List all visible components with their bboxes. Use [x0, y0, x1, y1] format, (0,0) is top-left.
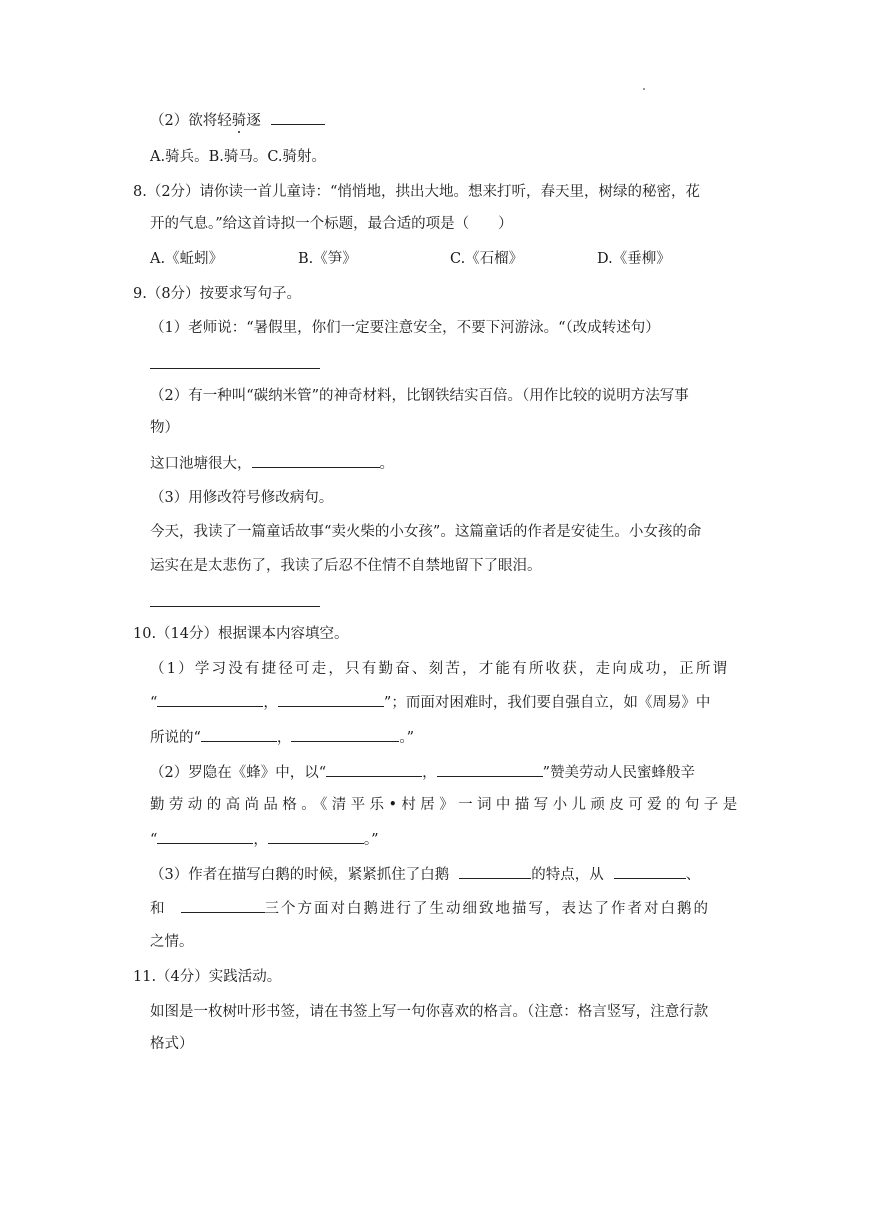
answer-blank[interactable]	[614, 864, 686, 879]
q10-s3-line1: （3）作者在描写白鹅的时候，紧紧抓住了白鹅 的特点，从 、	[150, 864, 700, 885]
page-mark	[643, 88, 645, 90]
q10-s3-line2: 和 三个方面对白鹅进行了生动细致地描写，表达了作者对白鹅的	[150, 898, 710, 919]
q9-sub1: （1）老师说：“暑假里，你们一定要注意安全，不要下河游泳。“（改成转述句）	[150, 320, 660, 336]
q8-stem-line2: 开的气息。”给这首诗拟一个标题，最合适的项是（ ）	[150, 216, 513, 232]
q8-stem-line1: 8.（2分）请你读一首儿童诗：“悄悄地，拱出大地。想来打听，春天里，树绿的秘密，花	[133, 184, 700, 200]
q10-s3-line3: 之情。	[150, 934, 194, 950]
option-a[interactable]: A.《蚯蚓》	[150, 251, 224, 267]
q11-line2: 格式）	[150, 1036, 194, 1052]
q10-s2-line1: （2）罗隐在《蜂》中，以“ ， ”赞美劳动人民蜜蜂般辛	[150, 762, 695, 783]
q10-title: 10.（14分）根据课本内容填空。	[133, 626, 349, 642]
answer-blank[interactable]	[252, 453, 380, 468]
q10-s1-line3: 所说的“ ， 。”	[150, 727, 414, 748]
answer-blank[interactable]	[157, 692, 263, 707]
option-b[interactable]: B.《笋》	[298, 251, 357, 267]
answer-blank[interactable]	[459, 864, 531, 879]
answer-blank[interactable]	[291, 727, 399, 742]
answer-blank[interactable]	[271, 110, 325, 125]
option-c[interactable]: C.《石榴》	[450, 251, 524, 267]
q9-sub3: （3）用修改符号修改病句。	[150, 490, 334, 506]
answer-blank[interactable]	[326, 762, 422, 777]
q9-sub2-line2: 物）	[150, 420, 179, 436]
q9-sub2-prompt: 这口池塘很大， 。	[150, 453, 394, 474]
q10-s1-line1: （1）学习没有捷径可走，只有勤奋、刻苦，才能有所收获，走向成功，正所谓	[150, 661, 730, 677]
answer-blank[interactable]	[268, 829, 364, 844]
answer-blank[interactable]	[437, 762, 543, 777]
option-d[interactable]: D.《垂柳》	[597, 251, 671, 267]
answer-line[interactable]	[150, 368, 320, 369]
answer-blank[interactable]	[157, 829, 253, 844]
q10-s2-line3: “ ， 。”	[150, 829, 379, 850]
answer-blank[interactable]	[181, 898, 265, 913]
q9-title: 9.（8分）按要求写句子。	[133, 286, 302, 302]
q10-s2-line2: 勤劳动的高尚品格。《清平乐•村居》一词中描写小儿顽皮可爱的句子是	[150, 797, 742, 813]
q10-s1-line2: “ ， ”；而面对困难时，我们要自强自立，如《周易》中	[150, 692, 710, 713]
q11-line1: 如图是一枚树叶形书签，请在书签上写一句你喜欢的格言。（注意：格言竖写，注意行款	[150, 1004, 709, 1020]
q7-options: A.骑兵。B.骑马。C.骑射。	[150, 149, 327, 165]
q7-sub2: （2）欲将轻骑逐	[150, 110, 325, 131]
emphasis-char: 骑	[231, 113, 247, 129]
q11-title: 11.（4分）实践活动。	[133, 969, 282, 985]
answer-blank[interactable]	[201, 727, 277, 742]
q9-sub2-line1: （2）有一种叫“碳纳米管”的神奇材料，比钢铁结实百倍。（用作比较的说明方法写事	[150, 388, 689, 404]
q9-sub3-sentence-line1: 今天，我读了一篇童话故事“卖火柴的小女孩”。这篇童话的作者是安徒生。小女孩的命	[150, 524, 702, 540]
answer-blank[interactable]	[278, 692, 384, 707]
q9-sub3-sentence-line2: 运实在是太悲伤了，我读了后忍不住情不自禁地留下了眼泪。	[150, 558, 542, 574]
answer-line[interactable]	[150, 606, 320, 607]
